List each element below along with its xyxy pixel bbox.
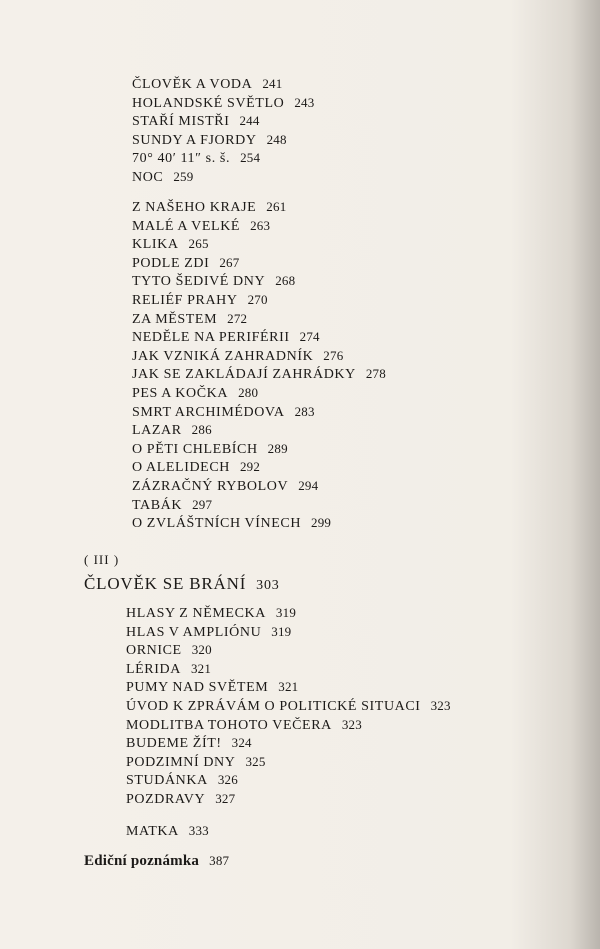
toc-entry-page-number: 263 xyxy=(250,217,271,233)
editorial-note-title: Ediční poznámka xyxy=(84,853,200,869)
toc-entry-title: O PĚTI CHLEBÍCH xyxy=(132,441,258,457)
toc-entry xyxy=(132,291,386,310)
toc-entry xyxy=(126,641,451,660)
toc-entry-page-number: 326 xyxy=(217,772,238,788)
toc-entry-page-number: 289 xyxy=(267,440,288,456)
toc-entry xyxy=(132,384,386,403)
toc-entry-page-number: 267 xyxy=(219,254,240,270)
toc-entry-page-number: 321 xyxy=(190,660,212,676)
editorial-note-page-number: 387 xyxy=(209,853,230,868)
toc-entry-page-number: 292 xyxy=(239,459,261,475)
toc-entry-page-number: 321 xyxy=(278,679,299,695)
toc-entry xyxy=(132,477,386,496)
section-title-entry xyxy=(84,574,280,594)
toc-entry-page-number: 280 xyxy=(238,384,259,400)
toc-entry xyxy=(126,697,451,716)
toc-entry xyxy=(132,421,386,440)
toc-entry-page-number: 320 xyxy=(191,642,212,658)
toc-entry xyxy=(126,822,209,841)
toc-entry-title: STUDÁNKA xyxy=(126,773,208,789)
toc-entry-title: ZA MĚSTEM xyxy=(132,311,218,327)
toc-entry xyxy=(132,254,386,273)
toc-entry xyxy=(126,771,451,790)
toc-entry-page-number: 276 xyxy=(323,347,344,363)
toc-entry-page-number: 297 xyxy=(192,496,213,512)
toc-entry-title: PODLE ZDI xyxy=(132,255,210,271)
toc-entry xyxy=(132,149,314,168)
toc-entry-page-number: 248 xyxy=(266,131,287,147)
toc-entry xyxy=(132,310,386,329)
toc-group-4 xyxy=(126,822,209,841)
toc-entry-title: ZÁZRAČNÝ RYBOLOV xyxy=(132,478,289,494)
toc-entry xyxy=(126,660,451,679)
toc-entry-page-number: 325 xyxy=(245,753,266,769)
toc-entry xyxy=(132,440,386,459)
toc-entry xyxy=(126,716,451,735)
toc-entry-title: TABÁK xyxy=(132,497,183,513)
toc-entry xyxy=(132,347,386,366)
toc-entry xyxy=(126,678,451,697)
toc-entry xyxy=(132,168,314,187)
editorial-note-entry xyxy=(84,853,229,870)
toc-entry xyxy=(126,623,451,642)
toc-entry-title: O ZVLÁŠTNÍCH VÍNECH xyxy=(132,516,302,532)
toc-entry-title: ČLOVĚK A VODA xyxy=(132,77,253,92)
toc-entry-page-number: 333 xyxy=(188,823,209,838)
toc-entry-title: HLAS V AMPLIÓNU xyxy=(126,624,262,640)
toc-entry-title: ORNICE xyxy=(126,643,182,659)
toc-entry xyxy=(132,458,386,477)
toc-entry-page-number: 323 xyxy=(341,716,362,732)
toc-entry-title: ÚVOD K ZPRÁVÁM O POLITICKÉ SITUACI xyxy=(126,698,421,714)
toc-entry-title: POZDRAVY xyxy=(126,791,206,807)
toc-entry-page-number: 283 xyxy=(294,403,315,419)
toc-entry-title: NOC xyxy=(132,169,164,185)
toc-entry-page-number: 272 xyxy=(227,310,248,326)
toc-entry xyxy=(132,94,314,113)
section-page-number: 303 xyxy=(256,578,280,593)
toc-entry-title: NEDĚLE NA PERIFÉRII xyxy=(132,330,290,346)
toc-entry-page-number: 323 xyxy=(430,697,451,713)
toc-entry-page-number: 294 xyxy=(298,477,319,493)
toc-entry-page-number: 319 xyxy=(275,605,297,620)
toc-group-1 xyxy=(132,75,314,187)
toc-entry xyxy=(132,235,386,254)
toc-entry-title: STAŘÍ MISTŘI xyxy=(132,114,230,130)
toc-entry-title: PES A KOČKA xyxy=(132,385,229,401)
toc-entry-page-number: 261 xyxy=(266,199,287,214)
toc-entry-page-number: 259 xyxy=(173,168,194,184)
toc-entry xyxy=(126,753,451,772)
toc-entry-title: MODLITBA TOHOTO VEČERA xyxy=(126,717,332,733)
toc-entry-title: O ALELIDECH xyxy=(132,460,230,476)
toc-entry-title: SUNDY A FJORDY xyxy=(132,132,257,148)
toc-entry xyxy=(132,514,386,533)
toc-entry-title: HLASY Z NĚMECKA xyxy=(126,606,266,621)
toc-entry-title: RELIÉF PRAHY xyxy=(132,292,238,308)
toc-entry-page-number: 319 xyxy=(271,623,292,639)
toc-entry xyxy=(126,790,451,809)
toc-entry xyxy=(132,198,386,217)
toc-entry xyxy=(126,734,451,753)
section-title: ČLOVĚK SE BRÁNÍ xyxy=(84,574,247,593)
toc-entry-page-number: 265 xyxy=(188,236,209,252)
toc-entry-page-number: 244 xyxy=(239,113,260,129)
toc-entry xyxy=(132,272,386,291)
toc-entry-page-number: 327 xyxy=(215,790,236,806)
toc-entry-page-number: 274 xyxy=(299,329,320,345)
toc-entry xyxy=(132,217,386,236)
toc-group-2 xyxy=(132,198,386,533)
toc-entry-page-number: 286 xyxy=(191,422,212,438)
toc-entry-title: LAZAR xyxy=(132,423,182,439)
toc-entry-title: BUDEME ŽÍT! xyxy=(126,736,222,752)
toc-entry-title: JAK SE ZAKLÁDAJÍ ZAHRÁDKY xyxy=(132,367,356,383)
toc-entry xyxy=(132,496,386,515)
toc-entry xyxy=(132,75,314,94)
toc-entry-page-number: 278 xyxy=(365,366,386,382)
toc-group-3 xyxy=(126,604,451,809)
toc-entry xyxy=(132,365,386,384)
toc-entry-title: HOLANDSKÉ SVĚTLO xyxy=(132,95,285,111)
toc-entry-title: MALÉ A VELKÉ xyxy=(132,218,241,234)
toc-entry-title: SMRT ARCHIMÉDOVA xyxy=(132,404,285,420)
toc-entry-page-number: 299 xyxy=(311,515,332,531)
toc-entry-title: 70° 40′ 11″ s. š. xyxy=(132,151,231,167)
toc-entry-page-number: 268 xyxy=(275,273,296,289)
toc-entry-page-number: 254 xyxy=(240,150,261,166)
toc-entry-page-number: 243 xyxy=(294,94,315,110)
toc-entry xyxy=(132,112,314,131)
toc-entry-title: TYTO ŠEDIVÉ DNY xyxy=(132,274,266,290)
toc-entry xyxy=(132,403,386,422)
toc-entry-title: JAK VZNIKÁ ZAHRADNÍK xyxy=(132,348,314,364)
toc-entry-page-number: 324 xyxy=(231,735,252,751)
toc-entry-title: KLIKA xyxy=(132,237,179,253)
toc-entry-title: MATKA xyxy=(126,824,179,839)
section-number: ( III ) xyxy=(84,552,120,567)
toc-entry xyxy=(126,604,451,623)
toc-entry-title: PODZIMNÍ DNY xyxy=(126,754,236,770)
toc-entry-page-number: 241 xyxy=(262,76,283,91)
toc-entry-page-number: 270 xyxy=(247,291,268,307)
toc-entry xyxy=(132,131,314,150)
toc-entry xyxy=(132,328,386,347)
toc-entry-title: PUMY NAD SVĚTEM xyxy=(126,680,269,696)
toc-entry-title: LÉRIDA xyxy=(126,661,181,677)
toc-entry-title: Z NAŠEHO KRAJE xyxy=(132,200,257,215)
